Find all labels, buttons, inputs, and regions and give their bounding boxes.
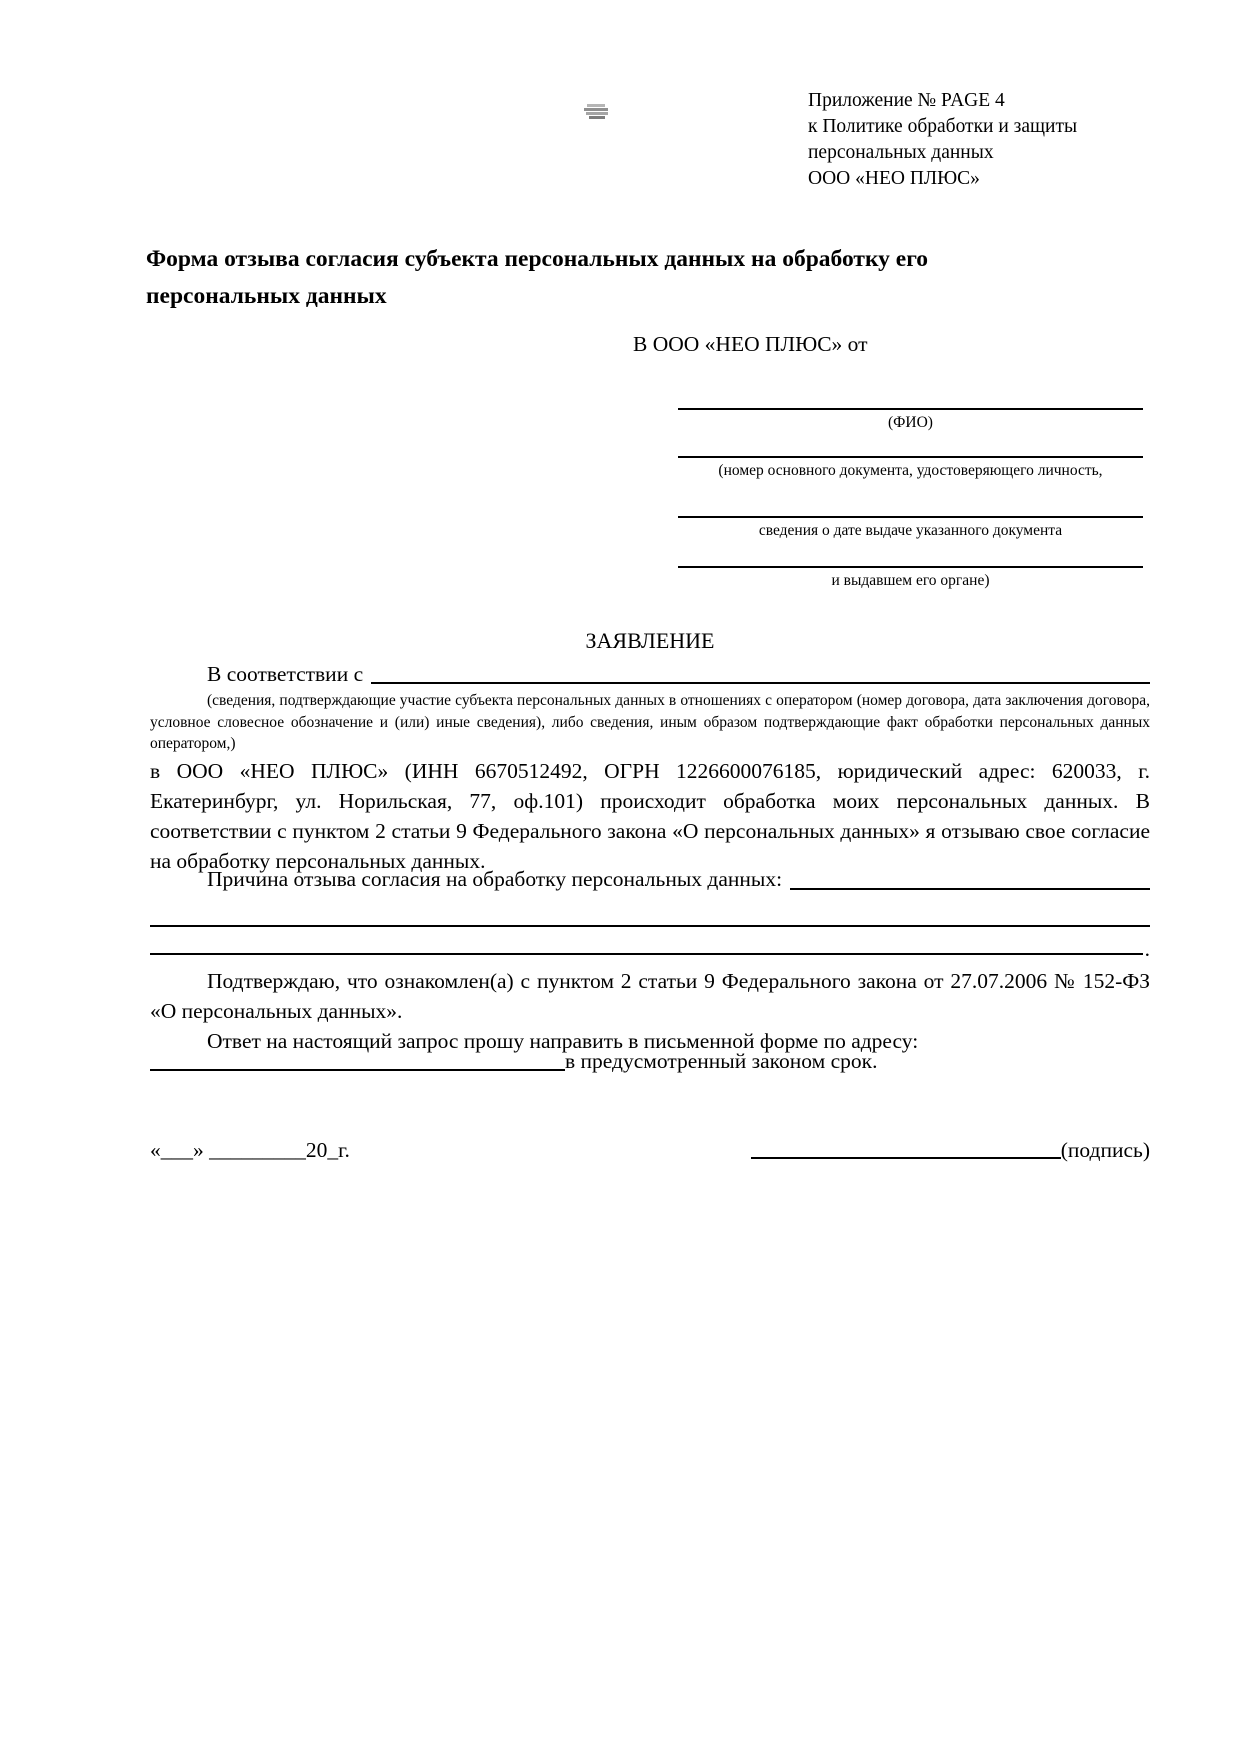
appendix-line-3: персональных данных (808, 142, 994, 163)
appendix-line-4: ООО «НЕО ПЛЮС» (808, 168, 980, 189)
appendix-line-2: к Политике обработки и защиты (808, 116, 1078, 137)
confirmation-paragraph: Подтверждаю, что ознакомлен(а) с пунктом 2 статьи 9 Федерального закона от 27.07.2006 № 152-ФЗ «О персональных данных». (150, 969, 1150, 1023)
fio-caption: (ФИО) (888, 414, 933, 431)
intro-prefix: В соответствии с (207, 662, 364, 686)
appendix-line-1: Приложение № PAGE 4 (808, 90, 1005, 111)
reason-blank-line-3 (150, 938, 1150, 960)
issue-date-field-line (678, 516, 1143, 518)
doc-number-caption: (номер основного документа, удостоверяющего личность, (718, 462, 1103, 479)
reply-suffix: в предусмотренный законом срок. (565, 1049, 878, 1073)
signature-group (751, 1136, 1150, 1164)
date-signature-row (150, 1136, 1150, 1164)
reason-line (150, 864, 1150, 894)
intro-line (150, 660, 1150, 688)
issue-date-caption: сведения о дате выдаче указанного документа (758, 522, 1063, 539)
body-paragraph: в ООО «НЕО ПЛЮС» (ИНН 6670512492, ОГРН 1226600076185, юридический адрес: 620033, г. Екатеринбург, ул. Норильская, 77, оф.101) происходит обработка моих персональных данных. В соответствии с пунктом 2 статьи 9 Федерального закона «О персональных данных» я отзываю свое согласие на обработку персональных данных. (150, 759, 1150, 873)
date-line: «___» _________20_г. (150, 1138, 350, 1162)
document-title: Форма отзыва согласия субъекта персональных данных на обработку его персональных данных (146, 246, 929, 309)
reply-blank-line (150, 1069, 565, 1071)
embedded-object-icon (584, 102, 610, 124)
intro-note: (сведения, подтверждающие участие субъекта персональных данных в отношениях с оператором (номер договора, дата заключения договора, условное словесное обозначение и (или) иные сведения), либо сведения, иным образом подтверждающие факт обработки персональных данных оператором,) (150, 692, 1150, 752)
issuing-authority-caption: и выдавшем его органе) (831, 572, 990, 589)
addressee-line: В ООО «НЕО ПЛЮС» от (633, 332, 868, 356)
reply-paragraph: Ответ на настоящий запрос прошу направить в письменной форме по адресу: (207, 1029, 919, 1053)
reason-blank-line (790, 864, 1150, 890)
intro-blank-line (371, 660, 1150, 684)
reason-label: Причина отзыва согласия на обработку персональных данных: (207, 867, 783, 891)
statement-heading: ЗАЯВЛЕНИЕ (585, 628, 715, 653)
blank-line-period: . (1144, 937, 1150, 961)
reason-blank-line-2 (150, 925, 1150, 927)
signature-line (751, 1157, 1061, 1159)
signature-caption: (подпись) (1060, 1138, 1150, 1162)
reply-address-line (150, 1046, 1150, 1076)
appendix-block (808, 88, 1168, 192)
reason-blank-line-3-rule (150, 953, 1143, 955)
doc-number-field-line (678, 456, 1143, 458)
issuing-authority-field-line (678, 566, 1143, 568)
fio-field-line (678, 408, 1143, 410)
